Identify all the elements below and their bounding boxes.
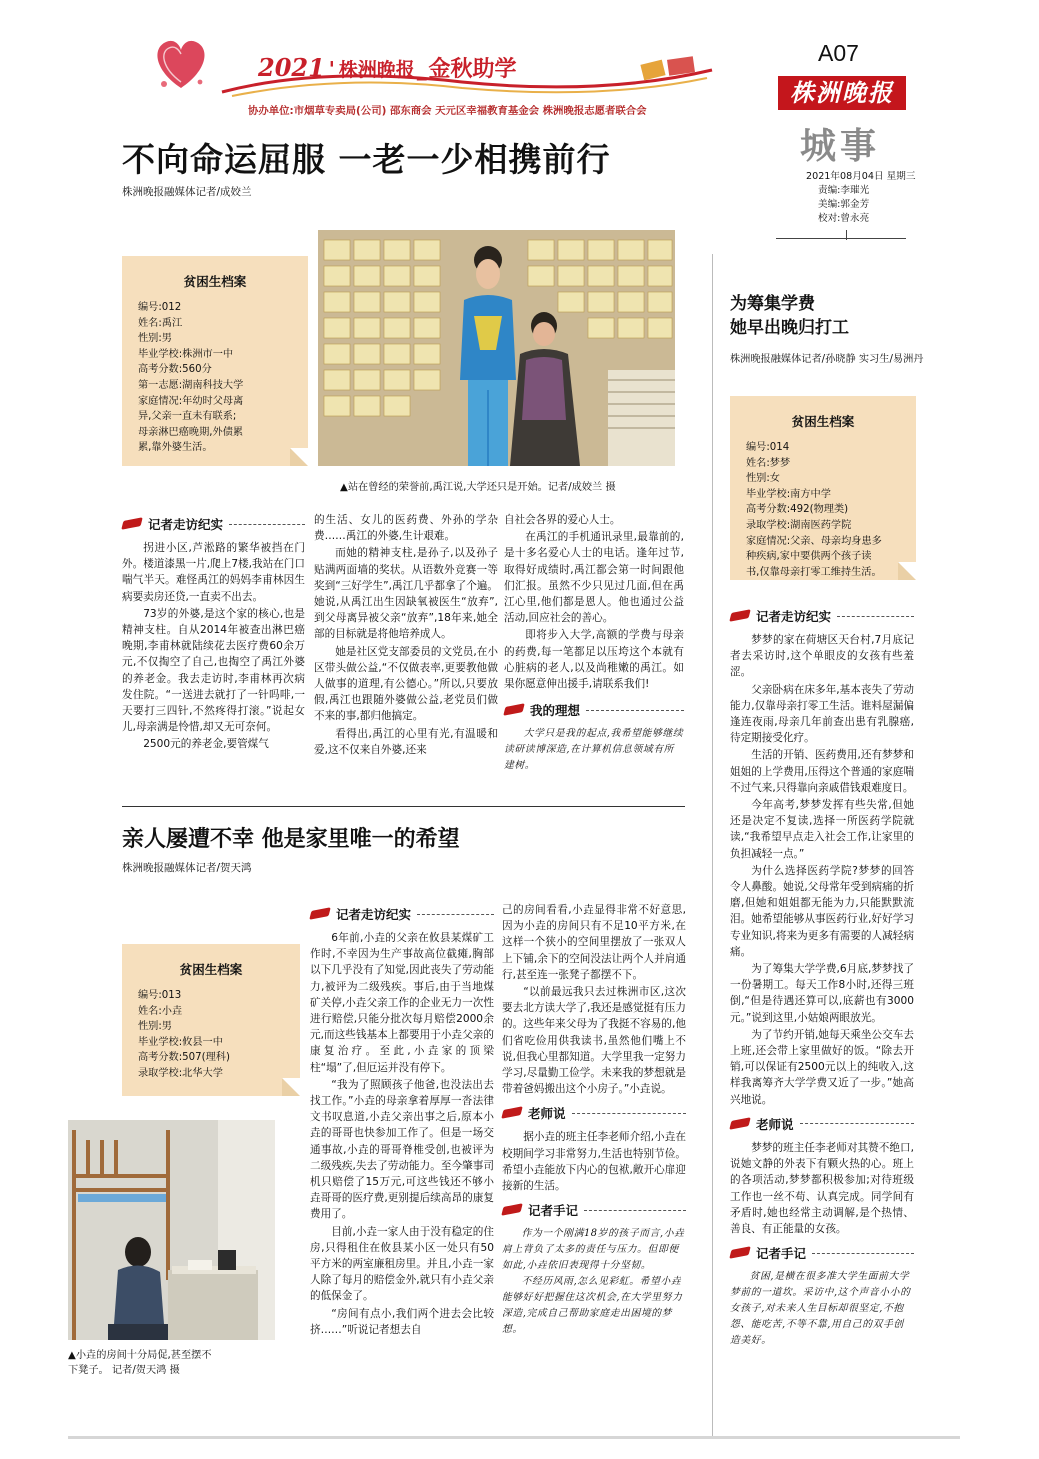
- teacher-header: [730, 1112, 914, 1136]
- designer-credit: 美编:郭金芳: [818, 199, 870, 210]
- archive-line: 高考分数:507(理科): [138, 1052, 230, 1064]
- story3-headline: [730, 292, 849, 340]
- archive-line: 家庭情况:年幼时父母离: [138, 395, 244, 407]
- story1-photo-caption: ▲站在曾经的荣誉前,禹江说,大学还只是开始。记者/成姣兰 摄: [340, 482, 616, 493]
- archive-line: 第一志愿:湖南科技大学: [138, 379, 244, 391]
- story-paragraph: 为了节约开销,她每天乘坐公交车去上班,还会带上家里做好的饭。“除去开销,可以保证有2500元以上的纯收入,这样我离筹齐大学学费又近了一步。”她高兴地说。: [730, 1028, 914, 1106]
- archive-line: 种疾病,家中要供两个孩子读: [746, 551, 872, 563]
- visit-label: 记者走访纪实: [756, 609, 832, 624]
- visit-header: [122, 512, 305, 536]
- story-paragraph: 为了筹集大学学费,6月底,梦梦找了一份暑期工。每天工作8小时,还得三班倒,“但是待遇还算可以,底薪也有3000元。”说到这里,小姑娘两眼放光。: [730, 963, 914, 1024]
- story2-photo-caption: [68, 1348, 282, 1378]
- pen-icon: [730, 1117, 752, 1131]
- teacher-text: 梦梦的班主任李老师对其赞不绝口,说她文静的外表下有颗火热的心。班上的各项活动,梦梦都积极参加;对待班级工作也一丝不苟、认真完成。同学间有矛盾时,她也经常主动调解,是个热情、善良、有正能量的女孩。: [730, 1141, 914, 1235]
- story-paragraph: 她是社区党支部委员的文党员,在小区带头做公益,“不仅做表率,更要教他做人做事的道理,有公德心。”所以,只要放假,禹江也跟随外婆做公益,老党员们做不来的事,都归他搞定。: [314, 645, 498, 723]
- headline-line: 为筹集学费: [730, 294, 815, 314]
- story1-photo: [318, 230, 675, 466]
- archive-title: 贫困生档案: [791, 414, 855, 429]
- story-paragraph: 己的房间看看,小垚显得非常不好意思,因为小垚的房间只有不足10平方米,在这样一个狭小的空间里摆放了一张双人上下铺,余下的空间没法让两个人并肩通行,甚至连一张凳子都摆不下。: [502, 904, 686, 981]
- story3-body: [730, 600, 914, 1349]
- story-paragraph: “以前最远我只去过株洲市区,这次要去北方读大学了,我还是感觉挺有压力的。这些年来父母为了我挺不容易的,他们省吃俭用供我读书,虽然他们嘴上不说,但我心里都知道。大学里我一定努力学习,尽量勤工俭学。未来我的梦想就是带着爸妈搬出这个小房子。”小垚说。: [502, 986, 686, 1096]
- meta-rule: [776, 238, 906, 239]
- story1-headline: 不向命运屈服 一老一少相携前行: [122, 140, 611, 179]
- story-paragraph: 而她的精神支柱,是孙子,以及孙子贴满两面墙的奖状。从语数外竞赛一等奖到“三好学生”,禹江几乎都拿了个遍。她说,从禹江出生因缺氧被医生“放弃”,到父母离异被父亲“放弃”,18年来,她全部的目标就是将他培养成人。: [314, 547, 498, 641]
- teacher-header: [502, 1101, 686, 1125]
- archive-line: 性别:男: [138, 333, 172, 345]
- issue-date: 2021年08月04日 星期三: [806, 171, 916, 182]
- pen-icon: [310, 907, 332, 921]
- visit-label: 记者走访纪实: [336, 907, 412, 922]
- story-paragraph: 6年前,小垚的父亲在攸县某煤矿工作时,不幸因为生产事故高位截瘫,胸部以下几乎没有了知觉,因此丧失了劳动能力,被评为二级残疾。事后,由于当地煤矿关停,小垚父亲工作的企业无力一次性进行赔偿,只能分批次每月赔偿2000余元,而这些钱基本上都要用于小垚父亲的康复治疗。至此,小垚家的顶梁柱“塌”了,但厄运并没有停下。: [310, 932, 494, 1074]
- archive-line: 性别:女: [746, 473, 780, 485]
- story3-archive-card: [730, 396, 916, 580]
- column-divider: [712, 254, 713, 1438]
- archive-line: 毕业学校:攸县一中: [138, 1036, 223, 1048]
- story1-archive-card: [122, 256, 308, 466]
- story-divider: [122, 806, 685, 807]
- story2-headline: 亲人屡遭不幸 他是家里唯一的希望: [122, 827, 460, 852]
- archive-line: 姓名:梦梦: [746, 457, 791, 469]
- story-paragraph: 看得出,禹江的心里有光,有温暖和爱,这不仅来自外婆,还来: [314, 727, 498, 756]
- headline-line: 她早出晚归打工: [730, 318, 849, 338]
- visit-header: [310, 902, 494, 926]
- pen-icon: [122, 517, 144, 531]
- notes-header: [502, 1198, 686, 1222]
- caption-line: ▲小垚的房间十分局促,甚至摆不: [68, 1350, 212, 1361]
- archive-line: 书,仅靠母亲打零工维持生活。: [746, 566, 882, 578]
- archive-line: 编号:013: [138, 990, 182, 1001]
- teacher-label: 老师说: [528, 1106, 566, 1122]
- archive-line: 编号:014: [746, 442, 790, 453]
- page-number: A07: [818, 40, 859, 66]
- archive-line: 家庭情况:父亲、母亲均身患多: [746, 535, 882, 547]
- paper-logo: 株洲晚报: [778, 76, 906, 110]
- story-paragraph: 父亲卧病在床多年,基本丧失了劳动能力,仅靠母亲打零工生活。谁料屋漏偏逢连夜雨,母亲几年前查出患有乳腺癌,待定期接受化疗。: [730, 683, 914, 745]
- dream-header: [504, 698, 684, 722]
- story1-byline: 株洲晚报融媒体记者/成姣兰: [122, 186, 252, 198]
- story-paragraph: 拐进小区,芦淞路的繁华被挡在门外。楼道漆黑一片,爬上7楼,我站在门口喘气半天。难怪禹江的妈妈李甫林因生病要卖房还贷,一直卖不出去。: [122, 542, 305, 603]
- editor-credit: 责编:李璀光: [818, 185, 870, 196]
- story-paragraph: 自社会各界的爱心人士。: [504, 514, 621, 526]
- story-paragraph: 生活的开销、医药费用,还有梦梦和姐姐的上学费用,压得这个普通的家庭喘不过气来,只得靠向亲戚借钱艰难度日。: [730, 749, 914, 794]
- pen-icon: [730, 609, 752, 623]
- notes-text: 贫困,是横在很多准大学生面前大学梦前的一道坎。采访中,这个声音小小的女孩子,对未来人生目标却很坚定,不抱怨、能吃苦,不等不靠,用自己的双手创造美好。: [730, 1271, 911, 1347]
- archive-line: 异,父亲一直未有联系;: [138, 411, 237, 423]
- story-paragraph: 目前,小垚一家人由于没有稳定的住房,只得租住在攸县某小区一处只有50平方米的两室廉租房里。并且,小垚一家人除了每月的赔偿金外,就只有小垚父亲的低保金了。: [310, 1225, 494, 1303]
- visit-label: 记者走访纪实: [148, 517, 224, 532]
- notes-text: 不经历风雨,怎么见彩虹。希望小垚能够好好把握住这次机会,在大学里努力深造,完成自己帮助家庭走出困境的梦想。: [502, 1276, 683, 1336]
- archive-title: 贫困生档案: [179, 962, 243, 977]
- story2-archive-card: [122, 944, 300, 1096]
- story-paragraph: “我为了照顾孩子他爸,也没法出去找工作。”小垚的母亲拿着厚厚一沓法律文书叹息道,小垚父亲出事之后,原本小垚的哥哥也快参加工作了。但是一场交通事故,小垚的哥哥脊椎受创,也被评为二级残疾,失去了劳动能力。至今肇事司机只赔偿了15万元,可这些钱还不够小垚哥哥的医疗费,更别提后续高昂的康复费用了。: [310, 1078, 494, 1221]
- archive-line: 高考分数:560分: [138, 364, 212, 376]
- story-paragraph: “房间有点小,我们两个进去会比较挤……”听说记者想去自: [310, 1307, 494, 1336]
- dream-text: 大学只是我的起点,我希望能够继续读研读博深造,在计算机信息领域有所建树。: [504, 728, 684, 772]
- story-paragraph: 为什么选择医药学院?梦梦的回答令人鼻酸。她说,父母常年受到病痛的折磨,但她和姐姐都无能为力,只能默默流泪。她希望能够从事医药行业,好好学习专业知识,将来为更多有需要的人减轻病痛。: [730, 864, 914, 958]
- teacher-label: 老师说: [756, 1116, 794, 1132]
- story-paragraph: 2500元的养老金,要管煤气: [143, 738, 269, 751]
- story1-col1: [122, 508, 305, 753]
- section-title: 城事: [800, 126, 881, 167]
- teacher-text: 据小垚的班主任李老师介绍,小垚在校期间学习非常努力,生活也特别节俭。希望小垚能放下内心的包袱,敞开心扉迎接新的生活。: [502, 1131, 686, 1193]
- story3-byline: 株洲晚报融媒体记者/孙晓静 实习生/易洲丹: [730, 354, 924, 365]
- archive-line: 毕业学校:南方中学: [746, 488, 831, 500]
- archive-line: 高考分数:492(物理类): [746, 504, 849, 516]
- sponsor-line: 协办单位:市烟草专卖局(公司) 邵东商会 天元区幸福教育基金会 株洲晚报志愿者联合会: [248, 105, 647, 117]
- story2-col2: [502, 902, 686, 1338]
- notes-text: 作为一个刚满18岁的孩子而言,小垚肩上背负了太多的责任与压力。但即便如此,小垚依旧表现得十分坚韧。: [502, 1228, 685, 1272]
- archive-line: 姓名:小垚: [138, 1005, 183, 1017]
- pen-icon: [502, 1203, 524, 1217]
- archive-line: 录取学校:湖南医药学院: [746, 519, 852, 531]
- visit-header: [730, 604, 914, 628]
- story-paragraph: 梦梦的家在荷塘区天台村,7月底记者去采访时,这个单眼皮的女孩有些羞涩。: [730, 634, 914, 679]
- story2-byline: 株洲晚报融媒体记者/贺天鸿: [122, 862, 252, 874]
- notes-header: [730, 1241, 914, 1265]
- story-paragraph: 在禹江的手机通讯录里,最靠前的,是十多名爱心人士的电话。逢年过节,取得好成绩时,禹江都会第一时间跟他们汇报。虽然不少只见过几面,但在禹江心里,他们都是恩人。他也通过公益活动,回应社会的善心。: [504, 531, 684, 625]
- page-bottom-rule: [68, 1436, 960, 1439]
- dream-label: 我的理想: [530, 703, 581, 719]
- story1-col3: [504, 512, 684, 774]
- proofreader-credit: 校对:曾永亮: [818, 213, 870, 224]
- story-paragraph: 即将步入大学,高额的学费与母亲的药费,每一笔都足以压垮这个本就有心脏病的老人,以及尚稚嫩的禹江。如果你愿意伸出援手,请联系我们!: [504, 629, 684, 691]
- story-paragraph: 73岁的外婆,是这个家的核心,也是精神支柱。自从2014年被查出淋巴癌晚期,李甫林就陆续花去医疗费60余万元,不仅掏空了自己,也掏空了禹江外婆的养老金。我去走访时,李甫林再次病发住院。“一送进去就打了一针吗啡,一天要打三四针,不然疼得打滚。”说起女儿,母亲满是怜惜,却又无可奈何。: [122, 607, 305, 734]
- pen-icon: [730, 1246, 752, 1260]
- archive-line: 姓名:禹江: [138, 317, 183, 329]
- masthead-banner: 2021 ' 株洲晚报 _ 金秋助学: [150, 36, 730, 98]
- story-paragraph: 的生活、女儿的医药费、外孙的学杂费……禹江的外婆,生计艰难。: [314, 514, 498, 543]
- page-meta: [806, 170, 915, 226]
- pen-icon: [504, 703, 526, 717]
- archive-line: 累,靠外婆生活。: [138, 442, 213, 454]
- story2-photo: [68, 1120, 275, 1340]
- story1-col2: [314, 512, 498, 758]
- story2-col1: [310, 898, 494, 1338]
- archive-title: 贫困生档案: [183, 274, 247, 289]
- archive-line: 毕业学校:株洲市一中: [138, 348, 234, 360]
- caption-line: 下凳子。 记者/贺天鸿 摄: [68, 1365, 180, 1376]
- archive-line: 录取学校:北华大学: [138, 1067, 223, 1079]
- notes-label: 记者手记: [756, 1246, 807, 1262]
- story-paragraph: 今年高考,梦梦发挥有些失常,但她还是决定不复读,选择一所医药学院就读,“我希望早点走入社会工作,让家里的负担减轻一点。”: [730, 799, 914, 860]
- campaign-name: 金秋助学: [428, 57, 517, 82]
- archive-line: 母亲淋巴癌晚期,外债累: [138, 426, 244, 438]
- archive-line: 编号:012: [138, 302, 182, 313]
- pen-icon: [502, 1106, 524, 1120]
- archive-line: 性别:男: [138, 1021, 172, 1033]
- notes-label: 记者手记: [528, 1203, 579, 1219]
- campaign-paper: 株洲晚报: [338, 59, 415, 81]
- campaign-year: 2021: [258, 53, 325, 82]
